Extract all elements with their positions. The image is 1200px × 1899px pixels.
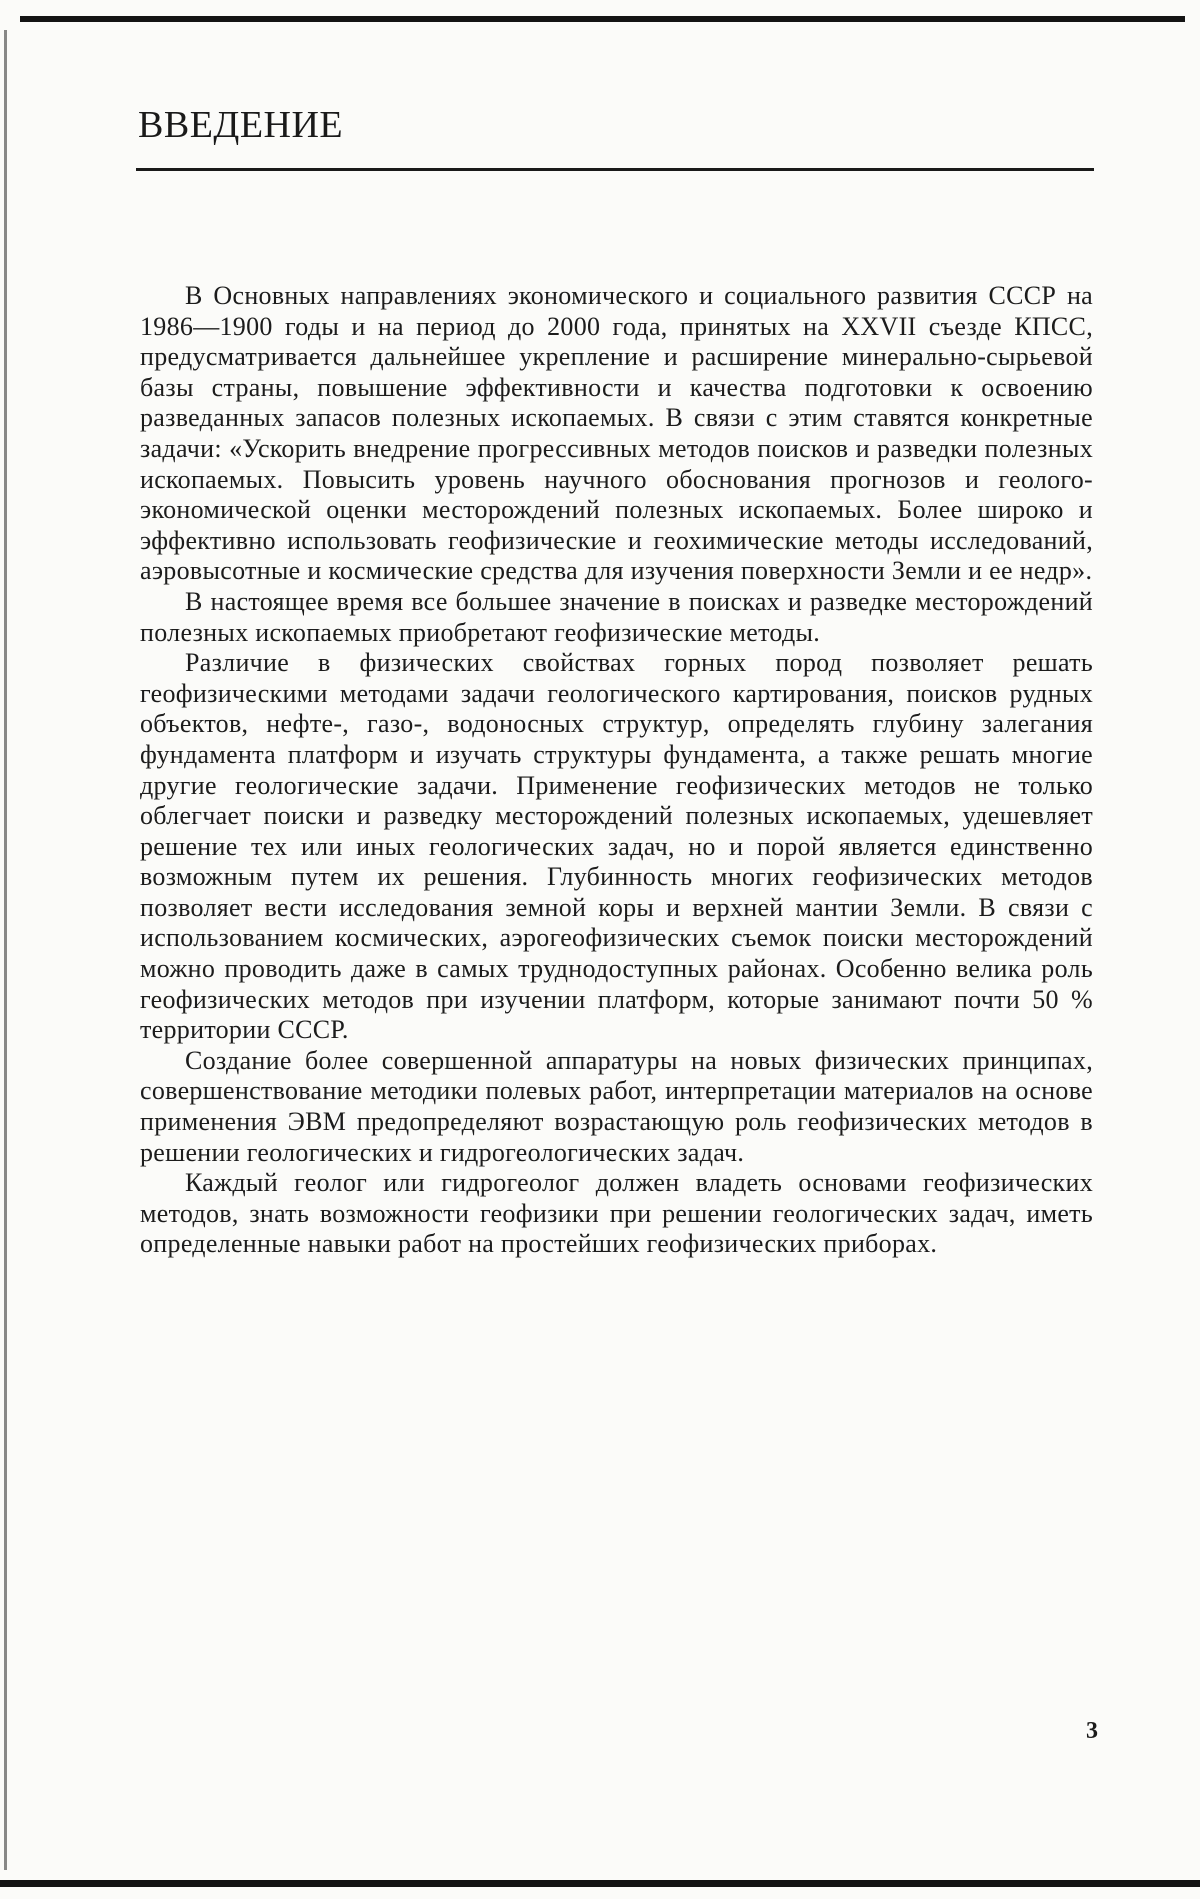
body-text — [140, 281, 1093, 1260]
bottom-border-rule — [0, 1880, 1200, 1887]
paragraph-5: Каждый геолог или гидрогеолог должен владеть основами геофизических методов, знать возможности геофизики при решении геологических задач, иметь определенные навыки работ на простейших геофизических приборах. — [140, 1168, 1093, 1260]
paragraph-1: В Основных направлениях экономического и социального развития СССР на 1986—1900 годы и на период до 2000 года, принятых на XXVII съезде КПСС, предусматривается дальнейшее укрепление и расширение минерально-сырьевой базы страны, повышение эффективности и качества подготовки к освоению разведанных запасов полезных ископаемых. В связи с этим ставятся конкретные задачи: «Ускорить внедрение прогрессивных методов поисков и разведки полезных ископаемых. Повысить уровень научного обоснования прогнозов и геолого-экономической оценки месторождений полезных ископаемых. Более широко и эффективно использовать геофизические и геохимические методы исследований, аэровысотные и космические средства для изучения поверхности Земли и ее недр». — [140, 281, 1093, 587]
left-border-rule — [4, 30, 7, 1870]
book-page — [0, 0, 1200, 1899]
heading-underline — [136, 168, 1094, 171]
page-number: 3 — [1086, 1718, 1098, 1745]
paragraph-3: Различие в физических свойствах горных пород позволяет решать геофизическими методами задачи геологического картирования, поисков рудных объектов, нефте-, газо-, водоносных структур, определять глубину залегания фундамента платформ и изучать структуры фундамента, а также решать многие другие геологические задачи. Применение геофизических методов не только облегчает поиски и разведку месторождений полезных ископаемых, удешевляет решение тех или иных геологических задач, но и порой является единственно возможным путем их решения. Глубинность многих геофизических методов позволяет вести исследования земной коры и верхней мантии Земли. В связи с использованием космических, аэрогеофизических съемок поиски месторождений можно проводить даже в самых труднодоступных районах. Особенно велика роль геофизических методов при изучении платформ, которые занимают почти 50 % территории СССР. — [140, 648, 1093, 1046]
paragraph-2: В настоящее время все большее значение в поисках и разведке месторождений полезных ископаемых приобретают геофизические методы. — [140, 587, 1093, 648]
chapter-heading: ВВЕДЕНИЕ — [138, 103, 343, 147]
paragraph-4: Создание более совершенной аппаратуры на новых физических принципах, совершенствование методики полевых работ, интерпретации материалов на основе применения ЭВМ предопределяют возрастающую роль геофизических методов в решении геологических и гидрогеологических задач. — [140, 1046, 1093, 1168]
top-border-rule — [20, 16, 1185, 22]
